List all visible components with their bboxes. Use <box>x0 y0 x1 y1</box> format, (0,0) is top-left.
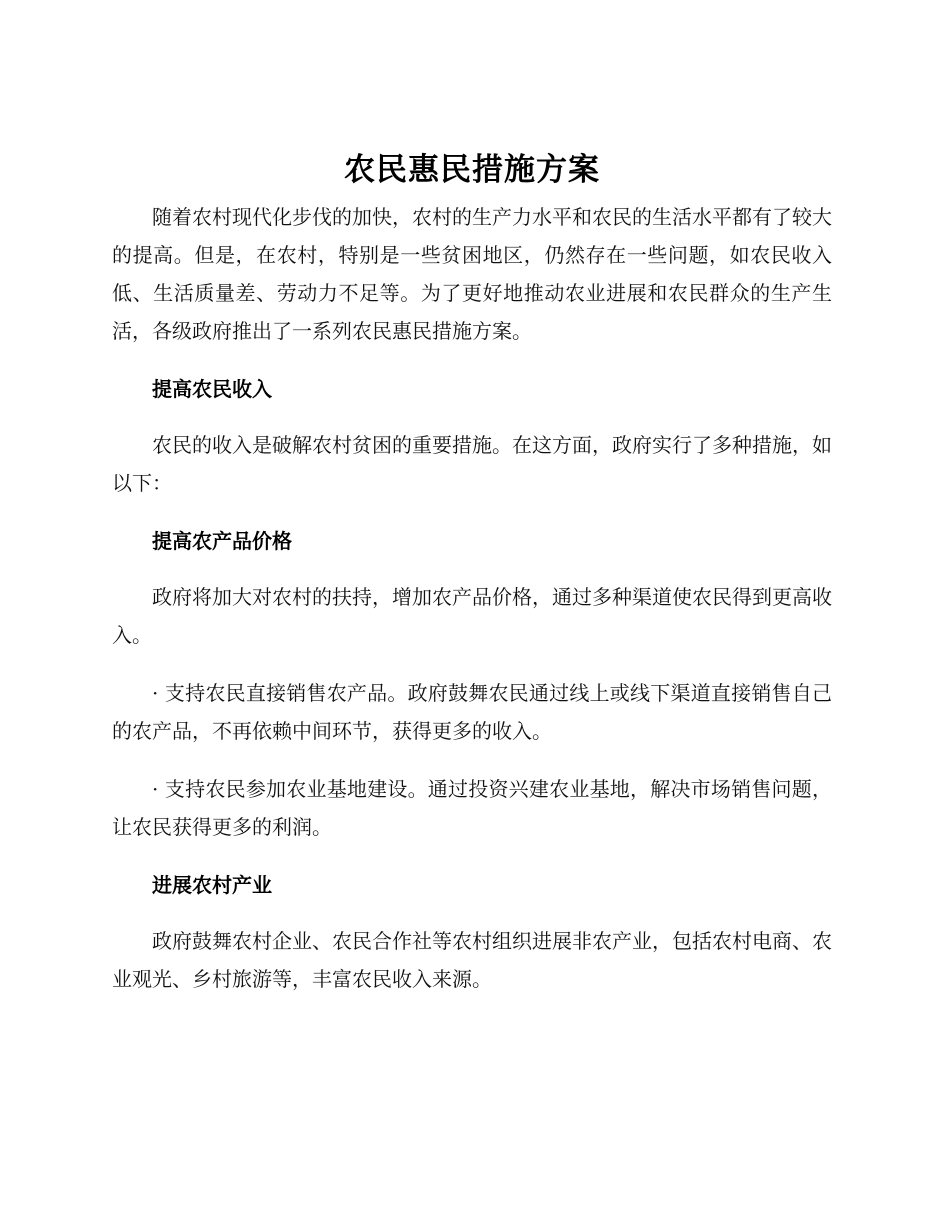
income-paragraph: 农民的收入是破解农村贫困的重要措施。在这方面，政府实行了多种措施，如以下： <box>112 433 832 495</box>
bullet-item-agri-base: · 支持农民参加农业基地建设。通过投资兴建农业基地，解决市场销售问题，让农民获得更多的利润。 <box>112 777 832 839</box>
document-body <box>112 148 832 1018</box>
industry-paragraph: 政府鼓舞农村企业、农民合作社等农村组织进展非农产业，包括农村电商、农业观光、乡村旅游等，丰富农民收入来源。 <box>112 929 832 991</box>
intro-paragraph: 随着农村现代化步伐的加快，农村的生产力水平和农民的生活水平都有了较大的提高。但是，在农村，特别是一些贫困地区，仍然存在一些问题，如农民收入低、生活质量差、劳动力不足等。为了更好地推动农业进展和农民群众的生产生活，各级政府推出了一系列农民惠民措施方案。 <box>112 205 832 343</box>
section-heading-income: 提高农民收入 <box>152 377 272 401</box>
price-paragraph: 政府将加大对农村的扶持，增加农产品价格，通过多种渠道使农民得到更高收入。 <box>112 585 832 647</box>
section-heading-price: 提高农产品价格 <box>152 529 292 553</box>
section-heading-industry: 进展农村产业 <box>152 873 272 897</box>
bullet-item-direct-sales: · 支持农民直接销售农产品。政府鼓舞农民通过线上或线下渠道直接销售自己的农产品，不再依赖中间环节，获得更多的收入。 <box>112 681 832 743</box>
document-title: 农民惠民措施方案 <box>344 152 600 188</box>
